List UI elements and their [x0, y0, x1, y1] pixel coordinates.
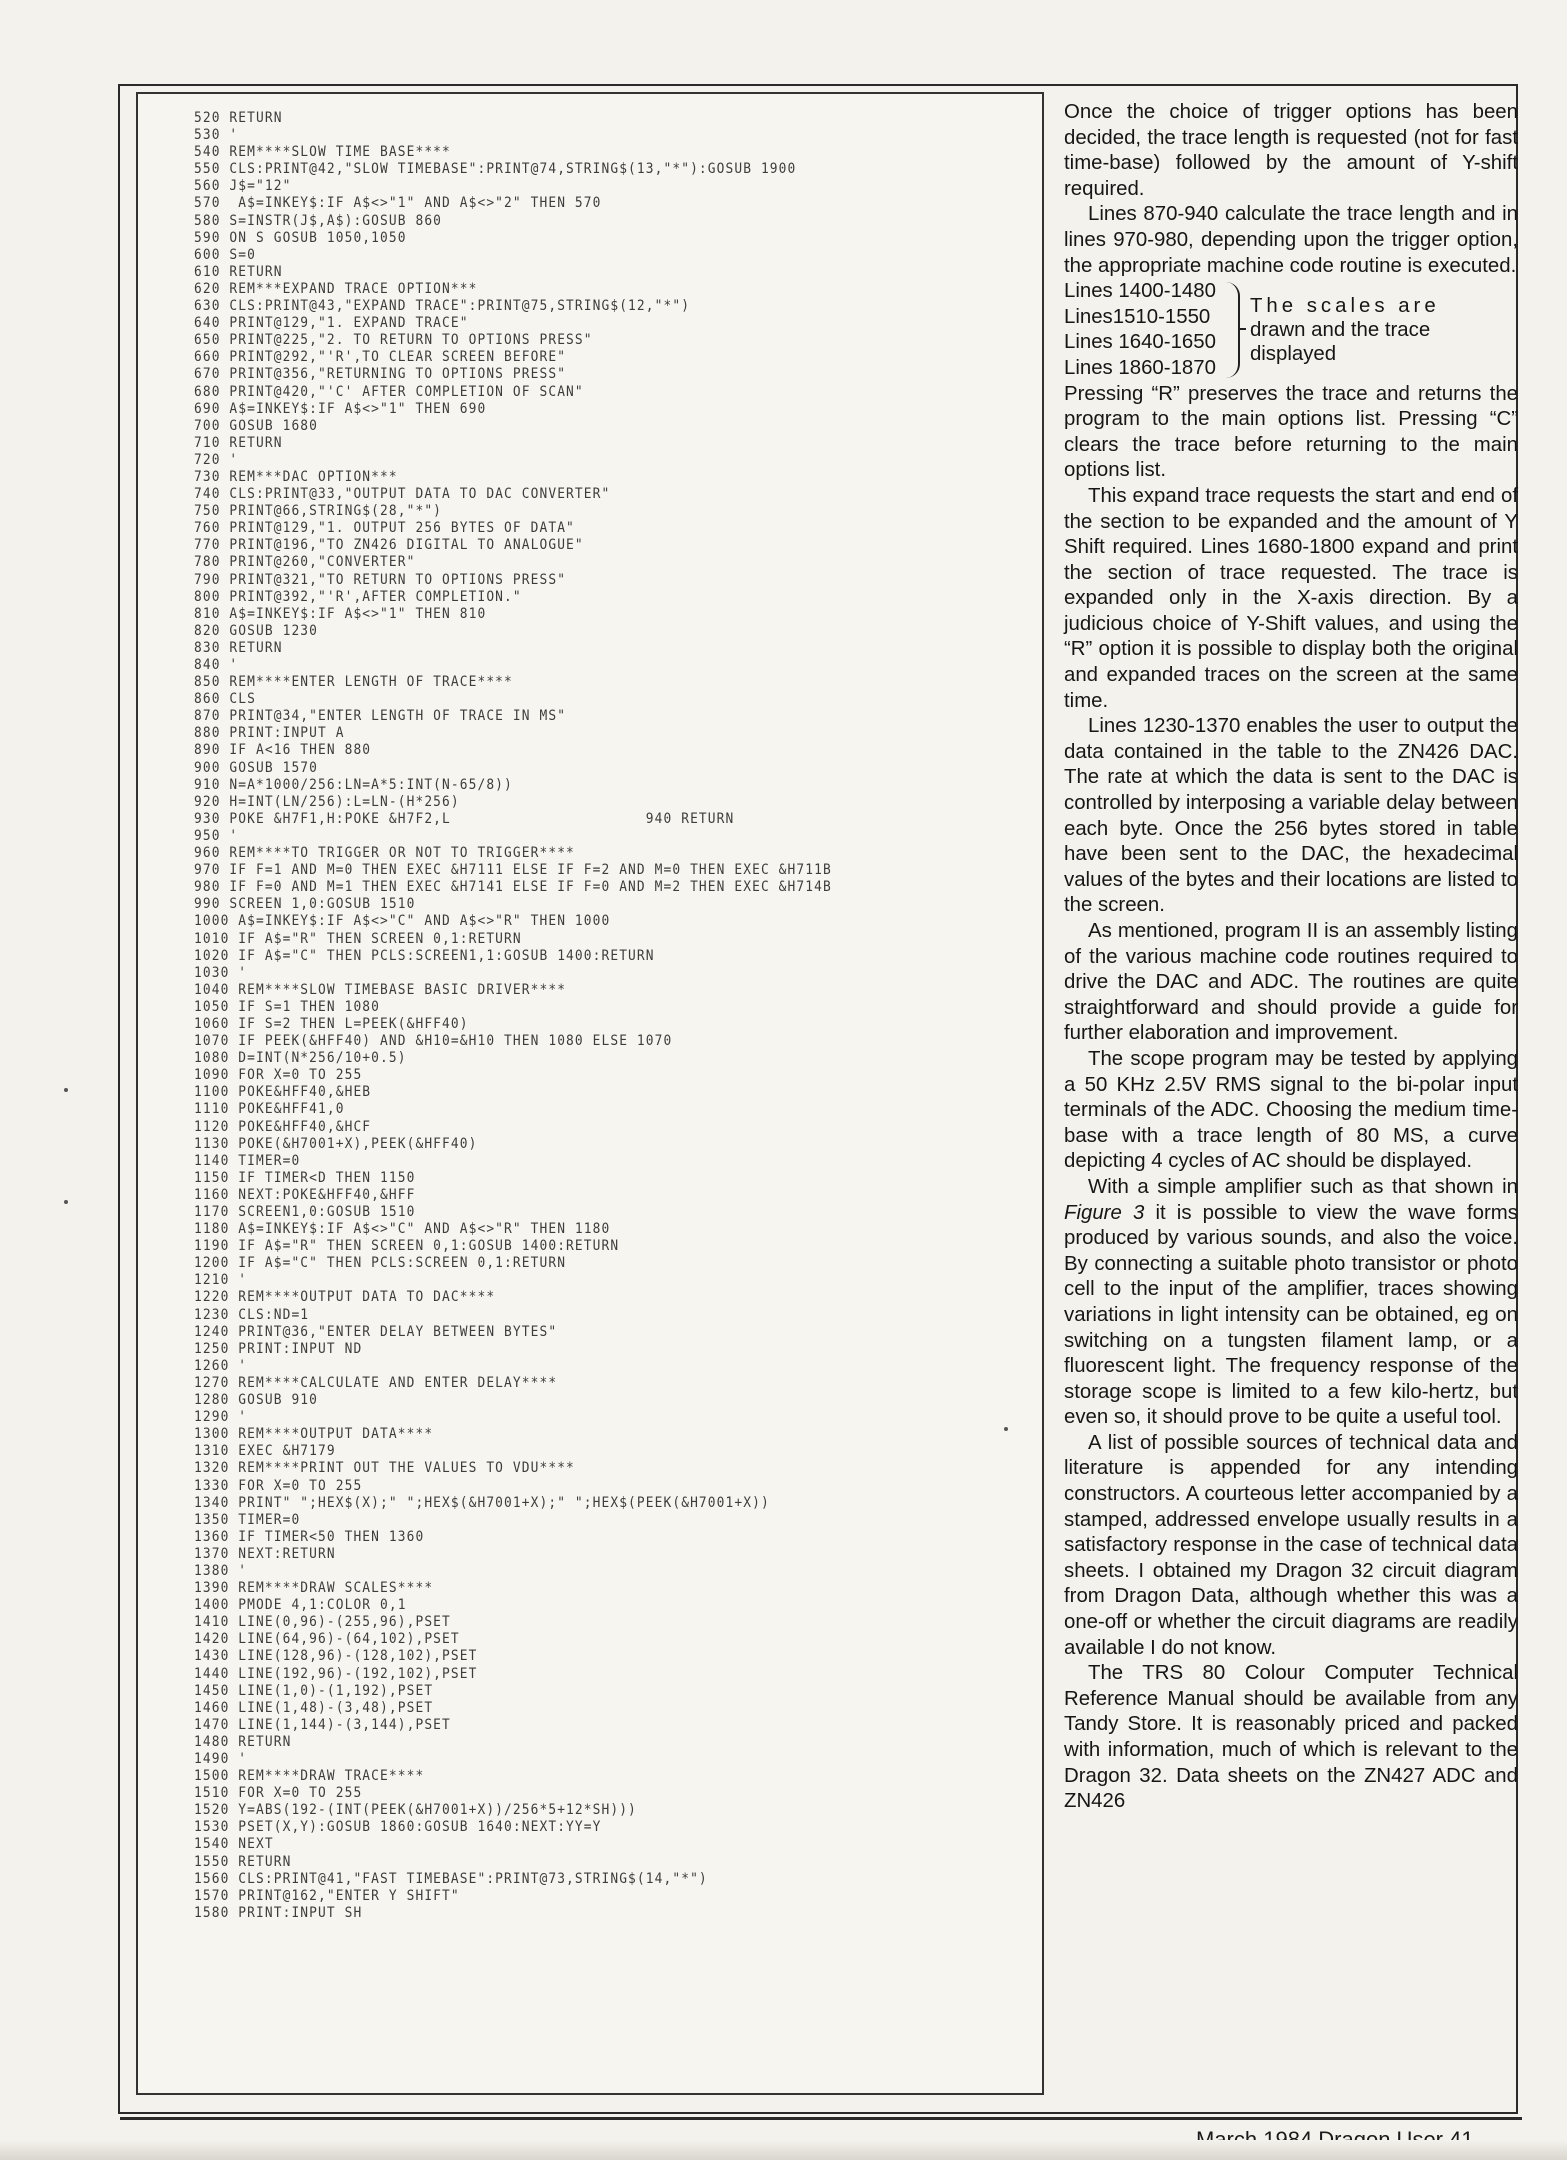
- paragraph-sources: A list of possible sources of technical data and literature is appended for any intending constructors. A courteous letter accompanied by a stamped, addressed envelope usually results in a satisfactory response in the case of technical data sheets. I obtained my Dragon 32 circuit diagram from Dragon Data, although whether this was a one-off or whether the circuit diagrams are readily available I do not know.: [1064, 1431, 1518, 1659]
- listing-line: 1330 FOR X=0 TO 255: [194, 1477, 363, 1494]
- listing-line: 1070 IF PEEK(&HFF40) AND &H10=&H10 THEN 1080 ELSE 1070: [194, 1033, 673, 1050]
- listing-line: 890 IF A<16 THEN 880: [194, 742, 372, 759]
- lines-note: The scales are drawn and the trace displayed: [1249, 295, 1440, 366]
- listing-line: 1240 PRINT@36,"ENTER DELAY BETWEEN BYTES": [194, 1323, 558, 1340]
- listing-line: 900 GOSUB 1570: [194, 759, 319, 776]
- listing-line: 910 N=A*1000/256:LN=A*5:INT(N-65/8)): [194, 776, 513, 793]
- paragraph-expand-trace: This expand trace requests the start and end of the section to be expanded and the amount of Y Shift required. Lines 1680-1800 expand and print the section of trace requested. The trace is expanded only in the X-axis direction. By a judicious choice of Y-Shift values, and using the “R” option it is possible to display both the original and expanded traces on the screen at the same time.: [1064, 484, 1518, 712]
- listing-line: 980 IF F=0 AND M=1 THEN EXEC &H7141 ELSE IF F=0 AND M=2 THEN EXEC &H714B: [194, 879, 832, 896]
- listing-line: 920 H=INT(LN/256):L=LN-(H*256): [194, 793, 460, 810]
- listing-line: 610 RETURN: [194, 263, 283, 280]
- listing-line: 760 PRINT@129,"1. OUTPUT 256 BYTES OF DATA": [194, 520, 575, 537]
- lines-range-item: Lines 1400-1480: [1064, 280, 1216, 303]
- listing-line: 1570 PRINT@162,"ENTER Y SHIFT": [194, 1887, 460, 1904]
- listing-line: 1420 LINE(64,96)-(64,102),PSET: [194, 1631, 460, 1648]
- listing-line: 1340 PRINT" ";HEX$(X);" ";HEX$(&H7001+X);" ";HEX$(PEEK(&H7001+X)): [194, 1494, 770, 1511]
- paragraph-scope-test: The scope program may be tested by applying a 50 KHz 2.5V RMS signal to the bi-polar input terminals of the ADC. Choosing the medium time-base with a trace length of 80 MS, a curve depicting 4 cycles of AC should be displayed.: [1064, 1047, 1518, 1173]
- listing-line: 880 PRINT:INPUT A: [194, 725, 345, 742]
- listing-line: 1100 POKE&HFF40,&HEB: [194, 1084, 372, 1101]
- scan-mark: [64, 1088, 68, 1092]
- listing-line: 540 REM****SLOW TIME BASE****: [194, 144, 451, 161]
- listing-line: 1540 NEXT: [194, 1836, 274, 1853]
- listing-line: 1150 IF TIMER<D THEN 1150: [194, 1169, 416, 1186]
- listing-line: 1470 LINE(1,144)-(3,144),PSET: [194, 1716, 451, 1733]
- listing-line: 780 PRINT@260,"CONVERTER": [194, 554, 416, 571]
- listing-line: 1370 NEXT:RETURN: [194, 1545, 336, 1562]
- listing-line: 850 REM****ENTER LENGTH OF TRACE****: [194, 674, 513, 691]
- listing-line: 1220 REM****OUTPUT DATA TO DAC****: [194, 1289, 496, 1306]
- listing-line: 1430 LINE(128,96)-(128,102),PSET: [194, 1648, 478, 1665]
- listing-line: 870 PRINT@34,"ENTER LENGTH OF TRACE IN MS": [194, 708, 567, 725]
- listing-line: 990 SCREEN 1,0:GOSUB 1510: [194, 896, 416, 913]
- paragraph-trigger-options: Once the choice of trigger options has been decided, the trace length is requested (not for fast time-base) followed by the amount of Y-shift required.: [1064, 101, 1518, 200]
- listing-line: 830 RETURN: [194, 639, 283, 656]
- listing-line: 960 REM****TO TRIGGER OR NOT TO TRIGGER****: [194, 845, 575, 862]
- listing-line: 1460 LINE(1,48)-(3,48),PSET: [194, 1699, 434, 1716]
- basic-program-listing: [194, 110, 832, 1922]
- listing-line: 1520 Y=ABS(192-(INT(PEEK(&H7001+X))/256*5+12*SH))): [194, 1802, 637, 1819]
- lines-range-item: Lines 1640-1650: [1064, 331, 1216, 354]
- listing-line: 1130 POKE(&H7001+X),PEEK(&HFF40): [194, 1135, 478, 1152]
- listing-line: 1310 EXEC &H7179: [194, 1443, 336, 1460]
- figure-reference: Figure 3: [1064, 1201, 1145, 1224]
- listing-line: 860 CLS: [194, 691, 257, 708]
- listing-line: 750 PRINT@66,STRING$(28,"*"): [194, 503, 443, 520]
- listing-line: 1210 ': [194, 1272, 248, 1289]
- listing-line: 1090 FOR X=0 TO 255: [194, 1067, 363, 1084]
- listing-line: 800 PRINT@392,"'R',AFTER COMPLETION.": [194, 588, 522, 605]
- program-listing-box: [136, 92, 1044, 2095]
- listing-line: 520 RETURN: [194, 110, 283, 126]
- paragraph-trs80-manual: The TRS 80 Colour Computer Technical Reference Manual should be available from any Tandy Store. It is reasonably priced and packed with information, much of which is relevant to the Dragon 32. Data sheets on the ZN427 ADC and ZN426: [1064, 1662, 1518, 1813]
- listing-line: 680 PRINT@420,"'C' AFTER COMPLETION OF SCAN": [194, 383, 584, 400]
- listing-line: 730 REM***DAC OPTION***: [194, 468, 398, 485]
- paragraph-amplifier: With a simple amplifier such as that shown in Figure 3 it is possible to view the wave forms produced by various sounds, and also the voice. By connecting a suitable photo transistor or photo cell to the input of the amplifier, traces showing variations in light intensity can be obtained, eg on switching on a tungsten filament lamp, or a fluorescent light. The frequency response of the storage scope is limited to a few kilo-hertz, but even so, it should prove to be quite a useful tool.: [1064, 1175, 1518, 1429]
- listing-line: 950 ': [194, 827, 239, 844]
- listing-line: 1180 A$=INKEY$:IF A$<>"C" AND A$<>"R" THEN 1180: [194, 1221, 611, 1238]
- listing-line: 670 PRINT@356,"RETURNING TO OPTIONS PRESS": [194, 366, 567, 383]
- listing-line: 720 ': [194, 451, 239, 468]
- listing-line: 1170 SCREEN1,0:GOSUB 1510: [194, 1204, 416, 1220]
- page-bottom-edge: [0, 2140, 1567, 2160]
- listing-line: 1160 NEXT:POKE&HFF40,&HFF: [194, 1186, 416, 1203]
- listing-line: 770 PRINT@196,"TO ZN426 DIGITAL TO ANALOGUE": [194, 537, 584, 554]
- listing-line: 1030 ': [194, 964, 248, 981]
- listing-line: 1080 D=INT(N*256/10+0.5): [194, 1050, 407, 1067]
- listing-line: 1360 IF TIMER<50 THEN 1360: [194, 1528, 425, 1545]
- listing-line: 630 CLS:PRINT@43,"EXPAND TRACE":PRINT@75,STRING$(12,"*"): [194, 298, 691, 315]
- listing-line: 1280 GOSUB 910: [194, 1392, 319, 1409]
- listing-line: 1350 TIMER=0: [194, 1511, 301, 1528]
- listing-line: 1230 CLS:ND=1: [194, 1306, 310, 1323]
- listing-line: 1410 LINE(0,96)-(255,96),PSET: [194, 1614, 451, 1631]
- scan-mark: [64, 1200, 68, 1204]
- listing-line: 1060 IF S=2 THEN L=PEEK(&HFF40): [194, 1015, 469, 1032]
- listing-line: 790 PRINT@321,"TO RETURN TO OPTIONS PRESS": [194, 571, 567, 588]
- lines-ranges: [1064, 279, 1216, 381]
- paragraph-trace-length: Lines 870-940 calculate the trace length and in lines 970-980, depending upon the trigger option, the appropriate machine code routine is executed.: [1064, 203, 1518, 277]
- listing-line: 650 PRINT@225,"2. TO RETURN TO OPTIONS PRESS": [194, 332, 593, 349]
- listing-line: 840 ': [194, 657, 239, 673]
- listing-line: 1480 RETURN: [194, 1733, 292, 1750]
- listing-line: 1560 CLS:PRINT@41,"FAST TIMEBASE":PRINT@73,STRING$(14,"*"): [194, 1870, 708, 1887]
- listing-line: 1200 IF A$="C" THEN PCLS:SCREEN 0,1:RETURN: [194, 1255, 567, 1272]
- listing-line: 1250 PRINT:INPUT ND: [194, 1340, 363, 1357]
- listing-line: 740 CLS:PRINT@33,"OUTPUT DATA TO DAC CONVERTER": [194, 486, 611, 503]
- listing-line: 1120 POKE&HFF40,&HCF: [194, 1118, 372, 1135]
- listing-line: 620 REM***EXPAND TRACE OPTION***: [194, 280, 478, 297]
- listing-line: 590 ON S GOSUB 1050,1050: [194, 229, 407, 246]
- paragraph-pressing-r: Pressing “R” preserves the trace and returns the program to the main options list. Pressing “C” clears the trace before returning to the main options list.: [1064, 382, 1518, 482]
- listing-line: 550 CLS:PRINT@42,"SLOW TIMEBASE":PRINT@74,STRING$(13,"*"):GOSUB 1900: [194, 161, 797, 178]
- listing-line: 690 A$=INKEY$:IF A$<>"1" THEN 690: [194, 400, 487, 417]
- listing-line: 1140 TIMER=0: [194, 1152, 301, 1169]
- listing-line: 1500 REM****DRAW TRACE****: [194, 1768, 425, 1785]
- listing-line: 570 A$=INKEY$:IF A$<>"1" AND A$<>"2" THEN 570: [194, 195, 602, 212]
- listing-line: 1000 A$=INKEY$:IF A$<>"C" AND A$<>"R" THEN 1000: [194, 913, 611, 930]
- paragraph-dac-output: Lines 1230-1370 enables the user to output the data contained in the table to the ZN426 DAC. The rate at which the data is sent to the DAC is controlled by interposing a variable delay between each byte. Once the 256 bytes stored in table have been sent to the DAC, the hexadecimal values of the bytes and their locations are listed to the screen.: [1064, 715, 1518, 917]
- paragraph-program-ii: As mentioned, program II is an assembly listing of the various machine code routines required to drive the DAC and ADC. The routines are quite straightforward and should provide a guide for further elaboration and improvement.: [1064, 920, 1518, 1045]
- lines-range-item: Lines 1860-1870: [1064, 356, 1216, 379]
- listing-line: 1260 ': [194, 1357, 248, 1374]
- listing-line: 1110 POKE&HFF41,0: [194, 1101, 345, 1118]
- listing-line: 640 PRINT@129,"1. EXPAND TRACE": [194, 315, 469, 332]
- listing-line: 1530 PSET(X,Y):GOSUB 1860:GOSUB 1640:NEXT:YY=Y: [194, 1819, 602, 1836]
- listing-line: 660 PRINT@292,"'R',TO CLEAR SCREEN BEFORE": [194, 349, 567, 366]
- listing-line: 970 IF F=1 AND M=0 THEN EXEC &H7111 ELSE IF F=2 AND M=0 THEN EXEC &H711B: [194, 862, 832, 879]
- lines-range-item: Lines1510-1550: [1064, 305, 1211, 328]
- listing-line: 1510 FOR X=0 TO 255: [194, 1785, 363, 1802]
- listing-line: 1270 REM****CALCULATE AND ENTER DELAY****: [194, 1374, 558, 1391]
- listing-line: 1320 REM****PRINT OUT THE VALUES TO VDU****: [194, 1460, 575, 1477]
- listing-line: 1580 PRINT:INPUT SH: [194, 1904, 363, 1921]
- listing-line: 1400 PMODE 4,1:COLOR 0,1: [194, 1597, 407, 1614]
- listing-line: 820 GOSUB 1230: [194, 622, 319, 639]
- brace-icon: [1224, 282, 1240, 378]
- listing-line: 1440 LINE(192,96)-(192,102),PSET: [194, 1665, 478, 1682]
- listing-line: 1020 IF A$="C" THEN PCLS:SCREEN1,1:GOSUB 1400:RETURN: [194, 947, 655, 964]
- listing-line: 1550 RETURN: [194, 1853, 292, 1870]
- listing-line: 1390 REM****DRAW SCALES****: [194, 1580, 434, 1597]
- listing-line: 1450 LINE(1,0)-(1,192),PSET: [194, 1682, 434, 1699]
- listing-line: 1490 ': [194, 1751, 248, 1767]
- listing-line: 1300 REM****OUTPUT DATA****: [194, 1426, 434, 1443]
- listing-line: 700 GOSUB 1680: [194, 417, 319, 434]
- listing-line: 1040 REM****SLOW TIMEBASE BASIC DRIVER****: [194, 981, 567, 998]
- listing-line: 1290 ': [194, 1409, 248, 1426]
- listing-line: 530 ': [194, 127, 239, 144]
- listing-line: 560 J$="12": [194, 178, 292, 195]
- listing-line: 600 S=0: [194, 246, 257, 263]
- listing-line: 1380 ': [194, 1562, 248, 1579]
- listing-line: 580 S=INSTR(J$,A$):GOSUB 860: [194, 212, 443, 229]
- listing-line: 810 A$=INKEY$:IF A$<>"1" THEN 810: [194, 605, 487, 622]
- article-column: [1064, 100, 1518, 1815]
- listing-line: 1050 IF S=1 THEN 1080: [194, 998, 381, 1015]
- scan-mark: [1004, 1427, 1008, 1431]
- listing-line: 1190 IF A$="R" THEN SCREEN 0,1:GOSUB 1400:RETURN: [194, 1238, 620, 1255]
- lines-summary: [1064, 279, 1518, 381]
- listing-line: 710 RETURN: [194, 434, 283, 451]
- listing-line: 930 POKE &H7F1,H:POKE &H7F2,L 940 RETURN: [194, 810, 735, 827]
- listing-line: 1010 IF A$="R" THEN SCREEN 0,1:RETURN: [194, 930, 522, 947]
